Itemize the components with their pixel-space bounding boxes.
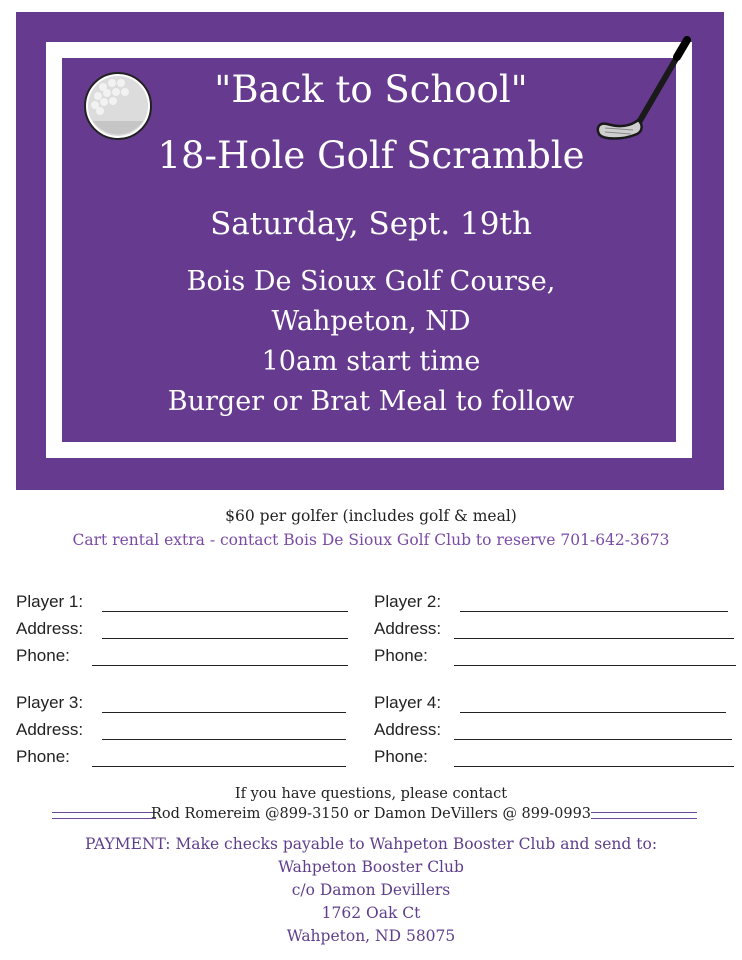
player-1-phone-field[interactable] (16, 646, 348, 668)
cart-rental-note: Cart rental extra - contact Bois De Sioux Golf Club to reserve 701-642-3673 (72, 531, 670, 549)
golf-ball-icon (83, 71, 153, 141)
event-date: Saturday, Sept. 19th (210, 206, 532, 242)
player-2-phone-label: Phone: (374, 646, 428, 665)
player-1-label: Player 1: (16, 592, 84, 611)
player-4-name-line[interactable] (460, 712, 726, 713)
player-2-address-field[interactable] (374, 619, 734, 641)
player-2-address-label: Address: (374, 619, 442, 638)
player-3-address-field[interactable] (16, 720, 346, 742)
player-3-phone-label: Phone: (16, 747, 70, 766)
player-4-phone-field[interactable] (374, 747, 734, 769)
player-3-name-line[interactable] (102, 712, 346, 713)
contact-heading: If you have questions, please contact (234, 786, 508, 802)
player-4-phone-label: Phone: (374, 747, 428, 766)
payment-care-of: c/o Damon Devillers (291, 881, 451, 899)
player-3-address-label: Address: (16, 720, 84, 739)
player-1-phone-line[interactable] (92, 665, 348, 666)
player-3-name-field[interactable] (16, 693, 346, 715)
player-1-address-line[interactable] (102, 638, 348, 639)
contact-names: Rod Romereim @899-3150 or Damon DeVillers @ 899-0993 (150, 806, 592, 822)
player-4-label: Player 4: (374, 693, 442, 712)
price-text: $60 per golfer (includes golf & meal) (225, 507, 517, 525)
player-2-phone-line[interactable] (454, 665, 736, 666)
player-2-phone-field[interactable] (374, 646, 736, 668)
player-1-address-label: Address: (16, 619, 84, 638)
player-2-label: Player 2: (374, 592, 442, 611)
player-1-address-field[interactable] (16, 619, 348, 641)
player-1-name-field[interactable] (16, 592, 348, 614)
golf-club-icon (593, 36, 695, 146)
event-meal: Burger or Brat Meal to follow (167, 386, 575, 417)
player-4-address-field[interactable] (374, 720, 732, 742)
player-4-address-line[interactable] (454, 739, 732, 740)
event-start-time: 10am start time (261, 346, 481, 377)
divider-right (591, 812, 697, 819)
player-2-address-line[interactable] (454, 638, 734, 639)
player-3-phone-field[interactable] (16, 747, 346, 769)
player-4-address-label: Address: (374, 720, 442, 739)
payment-street: 1762 Oak Ct (321, 904, 421, 922)
player-4-phone-line[interactable] (454, 766, 734, 767)
player-2-name-field[interactable] (374, 592, 728, 614)
player-3-phone-line[interactable] (92, 766, 346, 767)
payment-payee: Wahpeton Booster Club (278, 858, 464, 876)
payment-city: Wahpeton, ND 58075 (286, 927, 456, 945)
player-3-label: Player 3: (16, 693, 84, 712)
event-location-line1: Bois De Sioux Golf Course, (186, 266, 556, 297)
event-location-line2: Wahpeton, ND (271, 306, 471, 337)
player-4-name-field[interactable] (374, 693, 726, 715)
player-3-address-line[interactable] (102, 739, 346, 740)
player-2-name-line[interactable] (460, 611, 728, 612)
payment-instructions: PAYMENT: Make checks payable to Wahpeton Booster Club and send to: (84, 835, 658, 853)
player-1-name-line[interactable] (102, 611, 348, 612)
event-title-line2: 18-Hole Golf Scramble (157, 134, 585, 177)
event-title-line1: "Back to School" (214, 68, 528, 111)
player-1-phone-label: Phone: (16, 646, 70, 665)
